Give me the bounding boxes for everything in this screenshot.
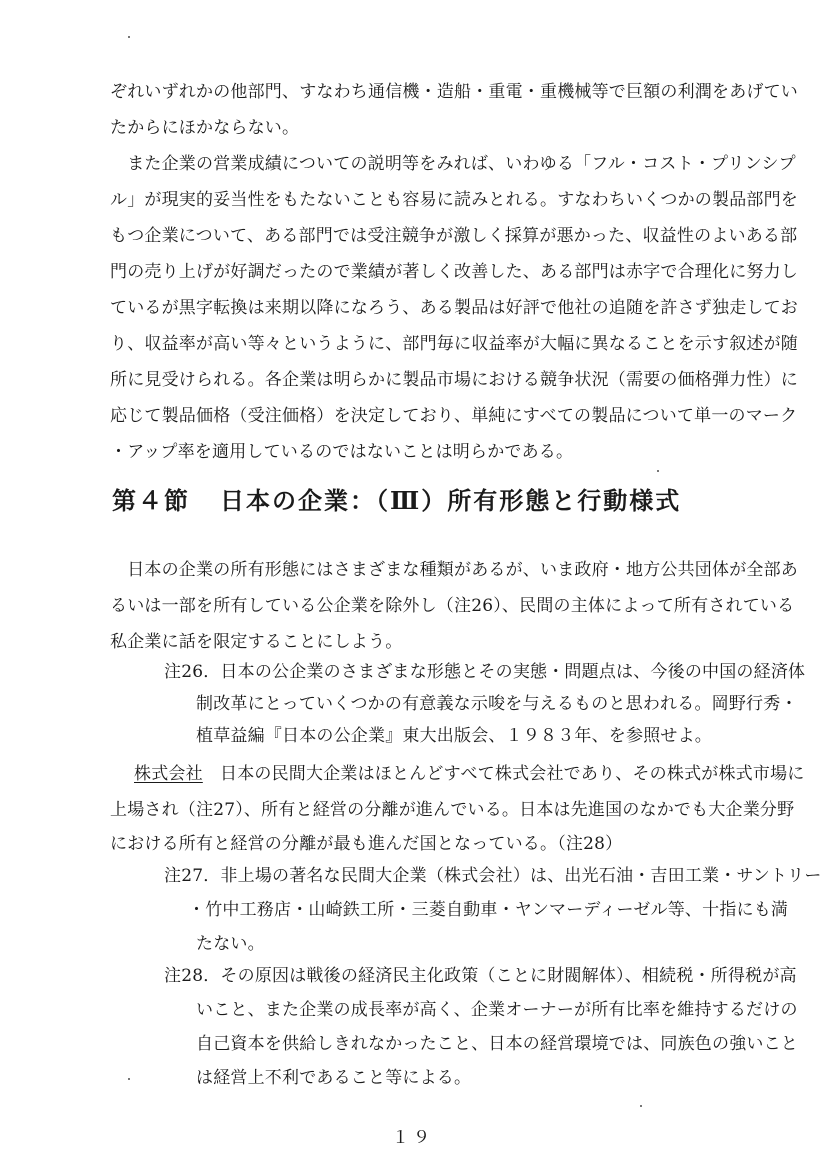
page-number: １９ bbox=[392, 1128, 434, 1148]
section-heading bbox=[112, 486, 681, 516]
note-line: は経営上不利であること等による。 bbox=[196, 1068, 472, 1088]
text-line: 私企業に話を限定することにしよう。 bbox=[110, 632, 403, 652]
note-line: たない。 bbox=[196, 934, 265, 954]
text-line: たからにほかならない。 bbox=[110, 118, 300, 138]
scan-speck bbox=[640, 1105, 642, 1107]
text-line: 上場され（注27）、所有と経営の分離が進んでいる。日本は先進国のなかでも大企業分野 bbox=[110, 800, 795, 820]
text-line: 日本の企業の所有形態にはさまざまな種類があるが、いま政府・地方公共団体が全部あ bbox=[110, 560, 798, 580]
scan-speck bbox=[128, 36, 130, 38]
section-number: 第４節 bbox=[112, 486, 190, 515]
note-line: 注28．その原因は戦後の経済民主化政策（ことに財閥解体）、相続税・所得税が高 bbox=[164, 966, 797, 986]
text-line: 所に見受けられる。各企業は明らかに製品市場における競争状況（需要の価格弾力性）に bbox=[110, 370, 798, 390]
text-line: ル」が現実的妥当性をもたないことも容易に読みとれる。すなわちいくつかの製品部門を bbox=[110, 190, 798, 210]
note-line: ・竹中工務店・山崎鉄工所・三菱自動車・ヤンマーディーゼル等、十指にも満 bbox=[188, 900, 789, 920]
text-line bbox=[134, 764, 804, 784]
note-line: いこと、また企業の成長率が高く、企業オーナーが所有比率を維持するだけの bbox=[196, 1000, 798, 1020]
paragraph-label: 株式会社 bbox=[134, 764, 203, 784]
text-line-rest: 日本の民間大企業はほとんどすべて株式会社であり、その株式が株式市場に bbox=[202, 764, 805, 784]
text-line: ぞれいずれかの他部門、すなわち通信機・造船・重電・重機械等で巨額の利潤をあげてい bbox=[110, 82, 798, 102]
text-line: 門の売り上げが好調だったので業績が著しく改善した、ある部門は赤字で合理化に努力し bbox=[110, 262, 798, 282]
note-line: 注26．日本の公企業のさまざまな形態とその実態・問題点は、今後の中国の経済体 bbox=[164, 662, 806, 682]
section-title: 日本の企業：（Ⅲ）所有形態と行動様式 bbox=[220, 486, 682, 515]
text-line: るいは一部を所有している公企業を除外し（注26）、民間の主体によって所有されている bbox=[110, 596, 795, 616]
text-line: ・アップ率を適用しているのではないことは明らかである。 bbox=[110, 442, 574, 462]
text-line: また企業の営業成績についての説明等をみれば、いわゆる「フル・コスト・プリンシプ bbox=[110, 154, 796, 174]
note-line: 自己資本を供給しきれなかったこと、日本の経営環境では、同族色の強いこと bbox=[196, 1034, 798, 1054]
text-line: もつ企業について、ある部門では受注競争が激しく採算が悪かった、収益性のよいある部 bbox=[110, 226, 798, 246]
text-line: ているが黒字転換は来期以降になろう、ある製品は好評で他社の追随を許さず独走してお bbox=[110, 298, 798, 318]
text-line: り、収益率が高い等々というように、部門毎に収益率が大幅に異なることを示す叙述が随 bbox=[110, 334, 798, 354]
note-line: 注27．非上場の著名な民間大企業（株式会社）は、出光石油・吉田工業・サントリー bbox=[164, 866, 822, 886]
note-line: 制改革にとっていくつかの有意義な示唆を与えるものと思われる。岡野行秀・ bbox=[196, 694, 798, 714]
scan-speck bbox=[657, 470, 659, 472]
text-line: 応じて製品価格（受注価格）を決定しており、単純にすべての製品について単一のマーク bbox=[110, 406, 798, 426]
scan-speck bbox=[128, 1078, 130, 1080]
note-line: 植草益編『日本の公企業』東大出版会、１９８３年、を参照せよ。 bbox=[196, 726, 712, 746]
text-line: における所有と経営の分離が最も進んだ国となっている。（注28） bbox=[110, 834, 623, 854]
